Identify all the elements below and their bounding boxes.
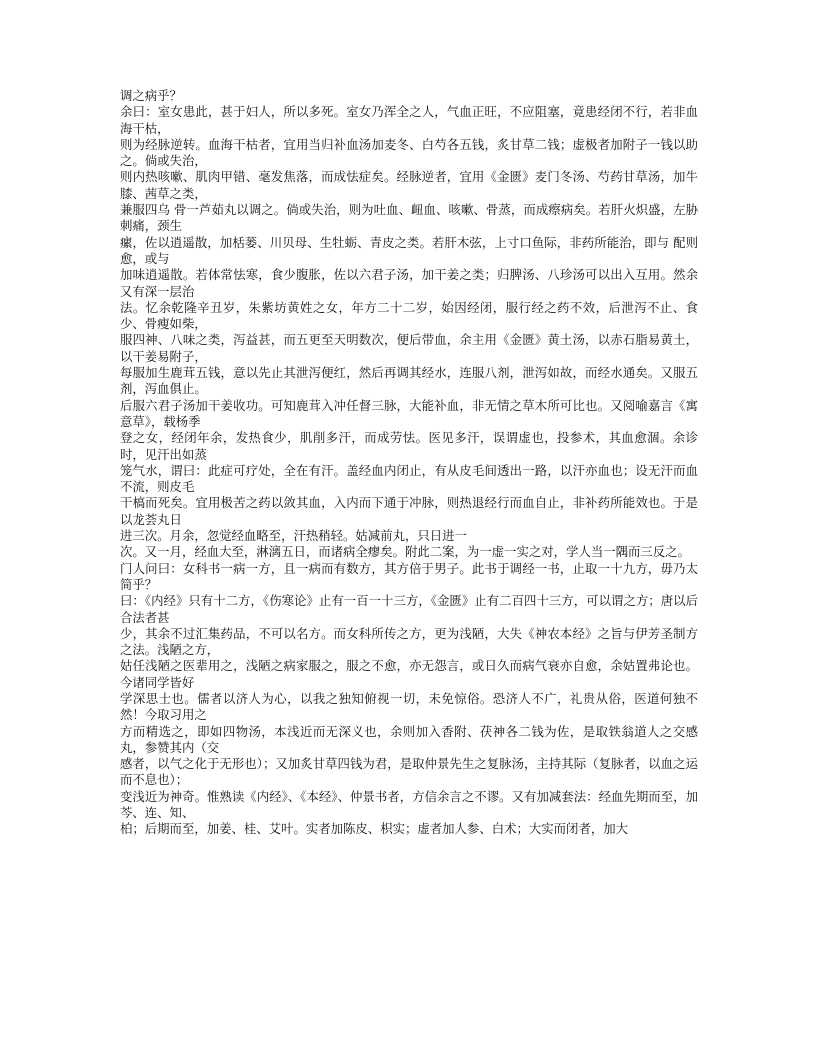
text-line: 瘰，佐以逍遥散，加栝蒌、川贝母、生牡蛎、青皮之类。若肝木弦，上寸口鱼际，非药所能治，即与 配则愈，或与 (120, 234, 698, 266)
text-line: 进三次。月余，忽觉经血略至，汗热稍轻。姑减前丸，只日进一 (120, 528, 467, 544)
text-line: 学深思士也。儒者以济人为心，以我之独知俯视一切，未免惊俗。恐济人不广，礼贵从俗，医道何独不然！今取习用之 (120, 690, 698, 723)
text-line: 门人问曰：女科书一病一方，且一病而有数方，其方倍于男子。此书于调经一书，止取一十九方，毋乃太简乎？ (120, 560, 698, 592)
document-page (120, 88, 698, 838)
text-line: 曰：《内经》只有十二方，《伤寒论》止有一百一十三方，《金匮》止有二百四十三方，可以谓之方；唐以后合法者甚 (120, 593, 698, 625)
text-line: 姑任浅陋之医辈用之，浅陋之病家服之，服之不愈，亦无怨言，或日久而病气衰亦自愈，余姑置弗论也。今诸同学皆好 (120, 658, 698, 690)
text-line: 干槁而死矣。宜用极苦之药以敛其血，入内而下通于冲脉，则热退经行而血自止，非补药所能效也。于是以龙荟丸日 (120, 495, 698, 527)
text-line: 法。忆余乾隆辛丑岁，朱紫坊黄姓之女，年方二十二岁，始因经闭，服行经之药不效，后泄泻不止、食少、骨瘦如柴， (120, 299, 698, 332)
text-line: 笼气水，谓曰：此症可疗处，全在有汗。盖经血内闭止，有从皮毛间透出一路，以汗亦血也；设无汗而血不流，则皮毛 (120, 462, 698, 495)
text-line: 柏；后期而至，加姜、桂、艾叶。实者加陈皮、枳实；虚者加人参、白术；大实而闭者，加大 (120, 821, 629, 837)
text-line: 则为经脉逆转。血海干枯者，宜用当归补血汤加麦冬、白芍各五钱，炙甘草二钱；虚极者加附子一钱以助之。倘或失治， (120, 136, 698, 169)
text-line: 方而精选之，即如四物汤，本浅近而无深义也，余则加入香附、茯神各二钱为佐，是取铁翁道人之交感丸，参赞其内（交 (120, 723, 698, 755)
text-line: 兼服四乌 骨一芦茹丸以调之。倘或失治，则为吐血、衄血、咳嗽、骨蒸，而成瘵病矣。若肝火炽盛，左胁刺痛，颈生 (120, 202, 698, 234)
text-line: 少，其余不过汇集药品，不可以名方。而女科所传之方，更为浅陋，大失《神农本经》之旨与伊芳圣制方之法。浅陋之方， (120, 625, 698, 658)
text-line: 余曰：室女患此，甚于妇人，所以多死。室女乃浑全之人，气血正旺，不应阻塞，竟患经闭不行，若非血海干枯， (120, 104, 698, 136)
text-line: 次。又一月，经血大至，淋漓五日，而诸病全瘳矣。附此二案，为一虚一实之对，学人当一隅而三反之。 (120, 544, 690, 560)
text-line: 每服加生鹿茸五钱，意以先止其泄泻便红，然后再调其经水，连服八剂，泄泻如故，而经水通矣。又服五剂，泻血俱止。 (120, 365, 698, 397)
text-line: 调之病乎？ (120, 88, 182, 103)
text-line: 登之女，经闭年余，发热食少，肌削多汗，而成劳怯。医见多汗，误谓虚也，投参术，其血愈涸。余诊时，见汗出如蒸 (120, 430, 698, 462)
text-line: 则内热咳嗽、肌肉甲错、毫发焦落，而成怯症矣。经脉逆者，宜用《金匮》麦门冬汤、芍药甘草汤，加牛膝、茜草之类， (120, 169, 698, 201)
text-line: 后服六君子汤加干姜收功。可知鹿茸入冲任督三脉，大能补血，非无情之草木所可比也。又阅喻嘉言《寓意草》，载杨季 (120, 397, 698, 429)
text-line: 服四神、八味之类，泻益甚，而五更至天明数次，便后带血，余主用《金匮》黄土汤，以赤石脂易黄土，以干姜易附子， (120, 332, 698, 364)
text-line: 加味逍遥散。若体常怯寒，食少腹胀，佐以六君子汤，加干姜之类；归脾汤、八珍汤可以出入互用。然余又有深一层治 (120, 267, 698, 299)
text-line: 变浅近为神奇。惟熟读《内经》、《本经》、仲景书者，方信余言之不谬。又有加减套法：经血先期而至，加芩、连、知、 (120, 788, 698, 821)
text-line: 感者，以气之化于无形也）；又加炙甘草四钱为君，是取仲景先生之复脉汤，主持其际（复脉者，以血之运而不息也）； (120, 756, 698, 788)
